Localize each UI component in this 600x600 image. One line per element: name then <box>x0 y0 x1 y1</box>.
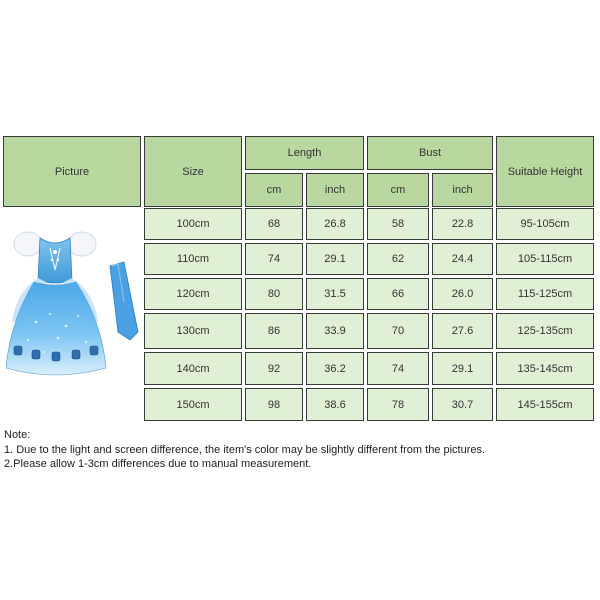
cell-suitable-height: 105-115cm <box>496 243 594 275</box>
header-size: Size <box>144 136 242 207</box>
cell-bust-inch: 27.6 <box>432 313 493 349</box>
cell-length-cm: 98 <box>245 388 303 421</box>
cell-bust-inch: 22.8 <box>432 208 493 240</box>
cell-suitable-height: 135-145cm <box>496 352 594 385</box>
cell-length-inch: 26.8 <box>306 208 364 240</box>
cell-size: 120cm <box>144 278 242 310</box>
cell-size: 130cm <box>144 313 242 349</box>
note-line-1: 1. Due to the light and screen difference, the item's color may be slightly different from the pictures. <box>4 443 486 456</box>
cell-length-cm: 86 <box>245 313 303 349</box>
cell-length-inch: 31.5 <box>306 278 364 310</box>
cell-size: 150cm <box>144 388 242 421</box>
cell-size: 100cm <box>144 208 242 240</box>
cell-bust-cm: 66 <box>367 278 429 310</box>
cell-bust-inch: 30.7 <box>432 388 493 421</box>
cell-length-cm: 68 <box>245 208 303 240</box>
cell-bust-inch: 29.1 <box>432 352 493 385</box>
cell-bust-inch: 24.4 <box>432 243 493 275</box>
cell-bust-cm: 70 <box>367 313 429 349</box>
cell-suitable-height: 145-155cm <box>496 388 594 421</box>
note-line-2: 2.Please allow 1-3cm differences due to manual measurement. <box>4 458 312 470</box>
cell-length-cm: 80 <box>245 278 303 310</box>
header-picture: Picture <box>3 136 141 207</box>
cell-bust-cm: 58 <box>367 208 429 240</box>
header-bust: Bust <box>367 136 493 170</box>
cell-length-inch: 36.2 <box>306 352 364 385</box>
cell-bust-cm: 78 <box>367 388 429 421</box>
cell-length-cm: 74 <box>245 243 303 275</box>
cell-suitable-height: 95-105cm <box>496 208 594 240</box>
cell-suitable-height: 125-135cm <box>496 313 594 349</box>
cell-size: 110cm <box>144 243 242 275</box>
notes-title: Note: <box>4 429 31 441</box>
header-bust-inch: inch <box>432 173 493 207</box>
cell-bust-cm: 62 <box>367 243 429 275</box>
cell-length-inch: 38.6 <box>306 388 364 421</box>
cell-suitable-height: 115-125cm <box>496 278 594 310</box>
dress-image <box>6 222 142 392</box>
header-length-cm: cm <box>245 173 303 207</box>
cell-length-inch: 33.9 <box>306 313 364 349</box>
cell-bust-inch: 26.0 <box>432 278 493 310</box>
header-suitable-height: Suitable Height <box>496 136 594 207</box>
notes <box>4 428 485 472</box>
cell-length-cm: 92 <box>245 352 303 385</box>
cell-size: 140cm <box>144 352 242 385</box>
header-length-inch: inch <box>306 173 364 207</box>
cell-bust-cm: 74 <box>367 352 429 385</box>
header-length: Length <box>245 136 364 170</box>
header-bust-cm: cm <box>367 173 429 207</box>
cell-length-inch: 29.1 <box>306 243 364 275</box>
